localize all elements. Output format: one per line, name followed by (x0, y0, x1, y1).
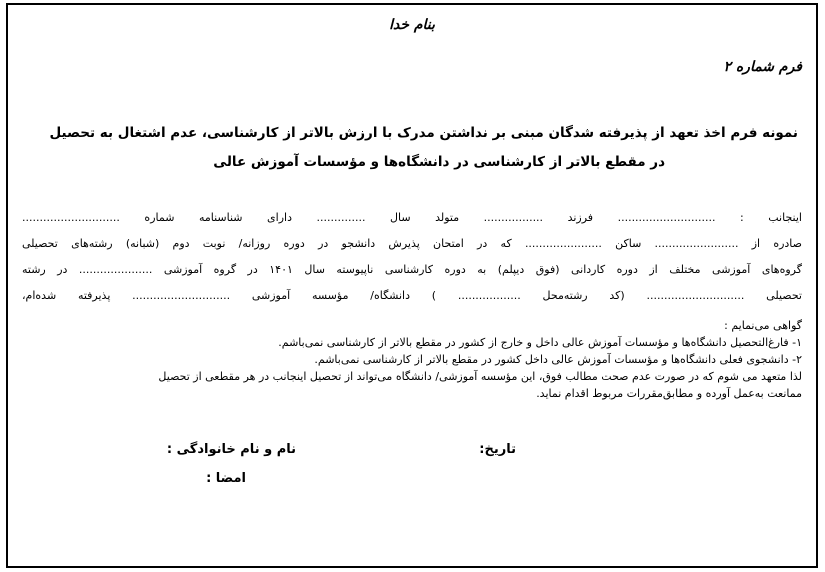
declaration-body (22, 205, 802, 309)
date-label: تاریخ: (479, 442, 516, 457)
certification-list (22, 317, 802, 402)
certify-item-2: ۲- دانشجوی فعلی دانشگاه‌ها و مؤسسات آموزش عالی داخل کشور در مقطع بالاتر از کارشناسی نمی‌باشم. (314, 353, 802, 366)
form-number: فرم شماره ۲ (723, 59, 802, 75)
form-title (48, 119, 798, 177)
name-label: نام و نام خانوادگی : (166, 442, 296, 457)
body-line-2: صادره از ........................ ساکن ...................... که در امتحان پذیرش دانشجو در دوره روزانه/ نوبت دوم (شبانه) رشته‌های تحصیلی (22, 237, 802, 250)
title-line-1: نمونه فرم اخذ تعهد از پذیرفته شدگان مبنی بر نداشتن مدرک با ارزش بالاتر از کارشناسی، عدم اشتغال به تحصیل (49, 125, 798, 141)
commitment-line-2: ممانعت به‌عمل آورده و مطابق‌مقررات مربوط اقدام نماید. (536, 387, 802, 400)
title-line-2: در مقطع بالاتر از کارشناسی در دانشگاه‌ها و مؤسسات آموزش عالی (213, 154, 665, 170)
certify-intro: گواهی می‌نمایم : (724, 319, 802, 332)
basmala-heading: بنام خدا (389, 17, 435, 33)
body-line-3: گروه‌های آموزشی مختلف از دوره کاردانی (فوق دیپلم) به دوره کارشناسی ناپیوسته سال ۱۴۰۱ در گروه آموزشی ..................... در رشته (22, 263, 802, 276)
certify-item-1: ۱- فارغ‌التحصیل دانشگاه‌ها و مؤسسات آموزش عالی داخل و خارج از کشور در مقطع بالاتر از کارشناسی نمی‌باشم. (278, 336, 802, 349)
form-frame (6, 3, 818, 568)
commitment-line-1: لذا متعهد می شوم که در صورت عدم صحت مطالب فوق، این مؤسسه آموزشی/ دانشگاه می‌تواند از تحصیل اینجانب در هر مقطعی از تحصیل (158, 370, 802, 383)
signature-label: امضا : (206, 471, 246, 486)
body-line-4: تحصیلی ............................ (کد رشته‌محل .................. ) دانشگاه/ مؤسسه آموزشی ............................ پذیرفته شده‌ام، (22, 289, 802, 302)
body-line-1: اینجانب : ............................ فرزند ................. متولد سال .............. دارای شناسنامه شماره ............................ (22, 211, 802, 224)
